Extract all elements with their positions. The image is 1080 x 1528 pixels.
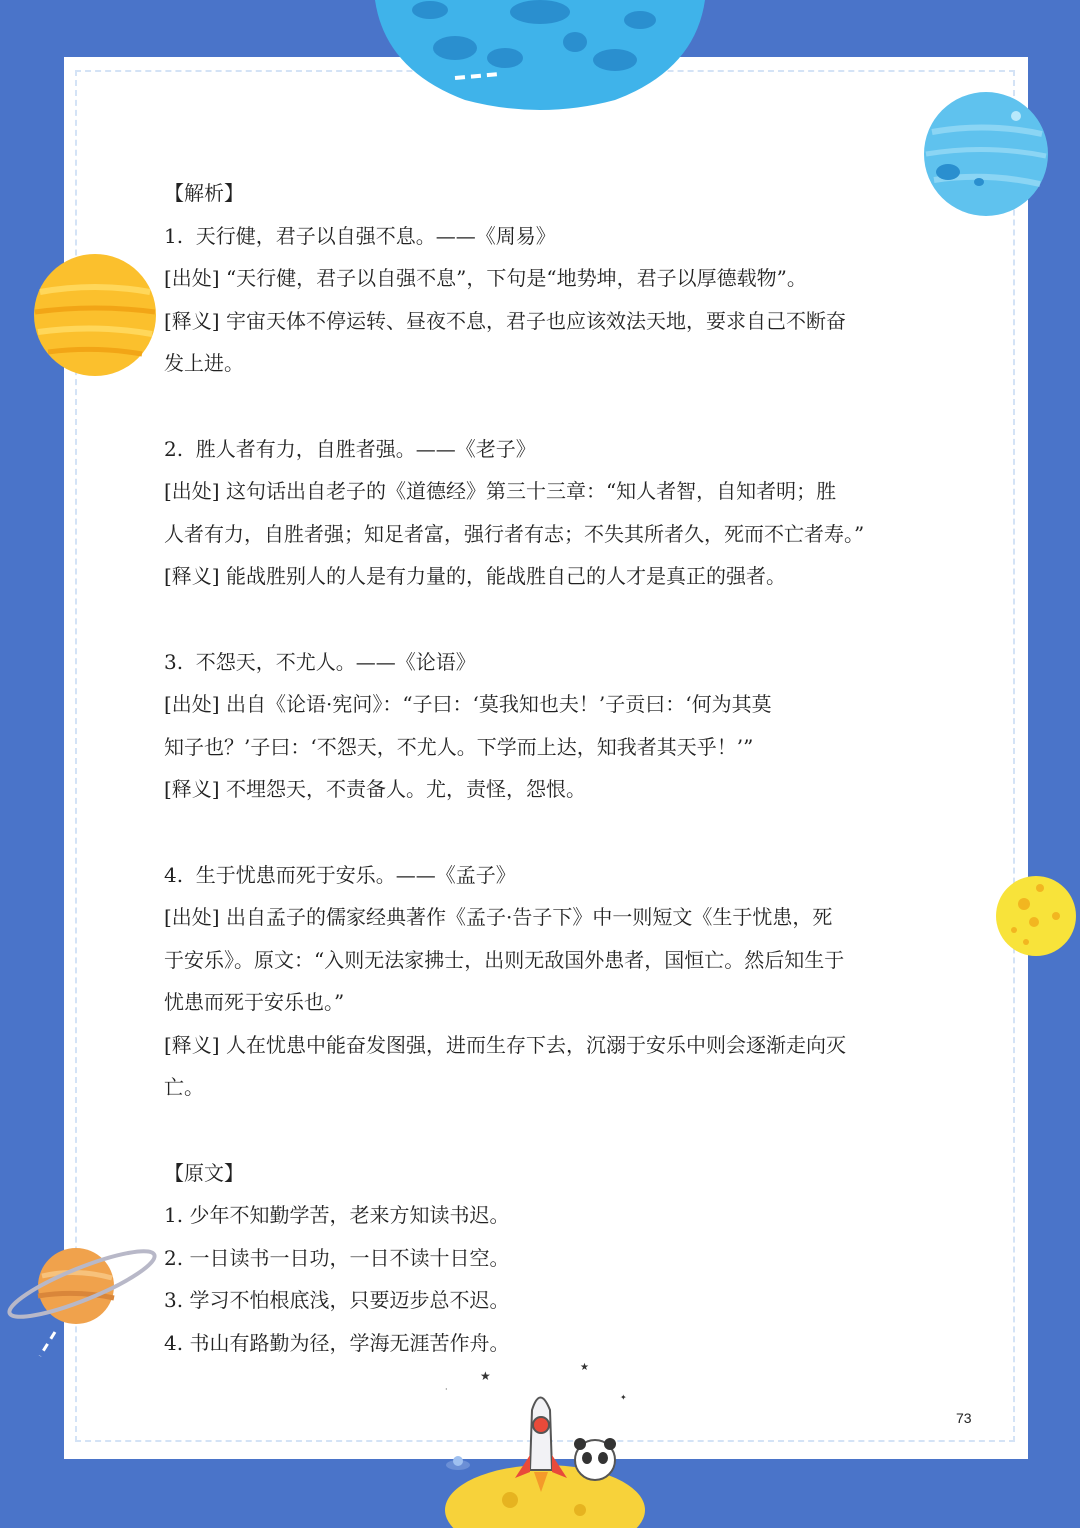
original-line-1: 1. 少年不知勤学苦，老来方知读书迟。 [164, 1203, 510, 1228]
item-1-meaning: [释义] 宇宙天体不停运转、昼夜不息，君子也应该效法天地，要求自己不断奋 [164, 308, 846, 333]
svg-text:★: ★ [480, 1369, 491, 1383]
item-1-meaning-cont: 发上进。 [164, 351, 244, 376]
item-3-source-cont: 知子也？’子曰：‘不怨天，不尤人。下学而上达，知我者其天乎！’” [164, 734, 754, 759]
svg-text:★: ★ [580, 1362, 589, 1373]
original-line-4: 4. 书山有路勤为径，学海无涯苦作舟。 [164, 1331, 510, 1356]
item-1-source: [出处] “天行健，君子以自强不息”，下句是“地势坤，君子以厚德载物”。 [164, 266, 807, 291]
page-content [164, 172, 944, 1365]
item-4-meaning-cont: 亡。 [164, 1075, 204, 1100]
item-4-source-cont: 于安乐》。原文：“入则无法家拂士，出则无敌国外患者，国恒亡。然后知生于 [164, 947, 845, 972]
planet-yellow-right [996, 876, 1076, 956]
item-4-meaning: [释义] 人在忧患中能奋发图强，进而生存下去，沉溺于安乐中则会逐渐走向灭 [164, 1032, 846, 1057]
item-3-source: [出处] 出自《论语·宪问》：“子曰：‘莫我知也夫！’子贡曰：‘何为其莫 [164, 692, 772, 717]
item-4-heading: 4. 生于忧患而死于安乐。——《孟子》 [164, 862, 516, 887]
analysis-title: 【解析】 [164, 181, 244, 205]
original-line-3: 3. 学习不怕根底浅，只要迈步总不迟。 [164, 1288, 510, 1313]
item-2-meaning: [释义] 能战胜别人的人是有力量的，能战胜自己的人才是真正的强者。 [164, 564, 786, 589]
planet-saturn-left [10, 1244, 155, 1364]
item-3-heading: 3. 不怨天，不尤人。——《论语》 [164, 649, 476, 674]
item-3-meaning: [释义] 不埋怨天，不责备人。尤，责怪，怨恨。 [164, 777, 586, 802]
original-line-2: 2. 一日读书一日功，一日不读十日空。 [164, 1245, 510, 1270]
item-2-heading: 2. 胜人者有力，自胜者强。——《老子》 [164, 436, 536, 461]
planet-blue-top [375, 0, 705, 110]
svg-text:·: · [445, 1385, 448, 1394]
planet-orange-left [34, 254, 156, 376]
item-2-source: [出处] 这句话出自老子的《道德经》第三十三章：“知人者智，自知者明；胜 [164, 479, 837, 504]
item-2-source-cont: 人者有力，自胜者强；知足者富，强行者有志；不失其所者久，死而不亡者寿。” [164, 521, 865, 546]
item-4-source-cont-2: 忧患而死于安乐也。” [164, 990, 345, 1015]
item-1-heading: 1. 天行健，君子以自强不息。——《周易》 [164, 223, 556, 248]
rocket-panda-illustration [440, 1360, 650, 1528]
page-number: 73 [956, 1410, 972, 1426]
item-4-source: [出处] 出自孟子的儒家经典著作《孟子·告子下》中一则短文《生于忧患，死 [164, 905, 833, 930]
svg-text:✦: ✦ [620, 1393, 627, 1402]
original-title: 【原文】 [164, 1160, 244, 1185]
